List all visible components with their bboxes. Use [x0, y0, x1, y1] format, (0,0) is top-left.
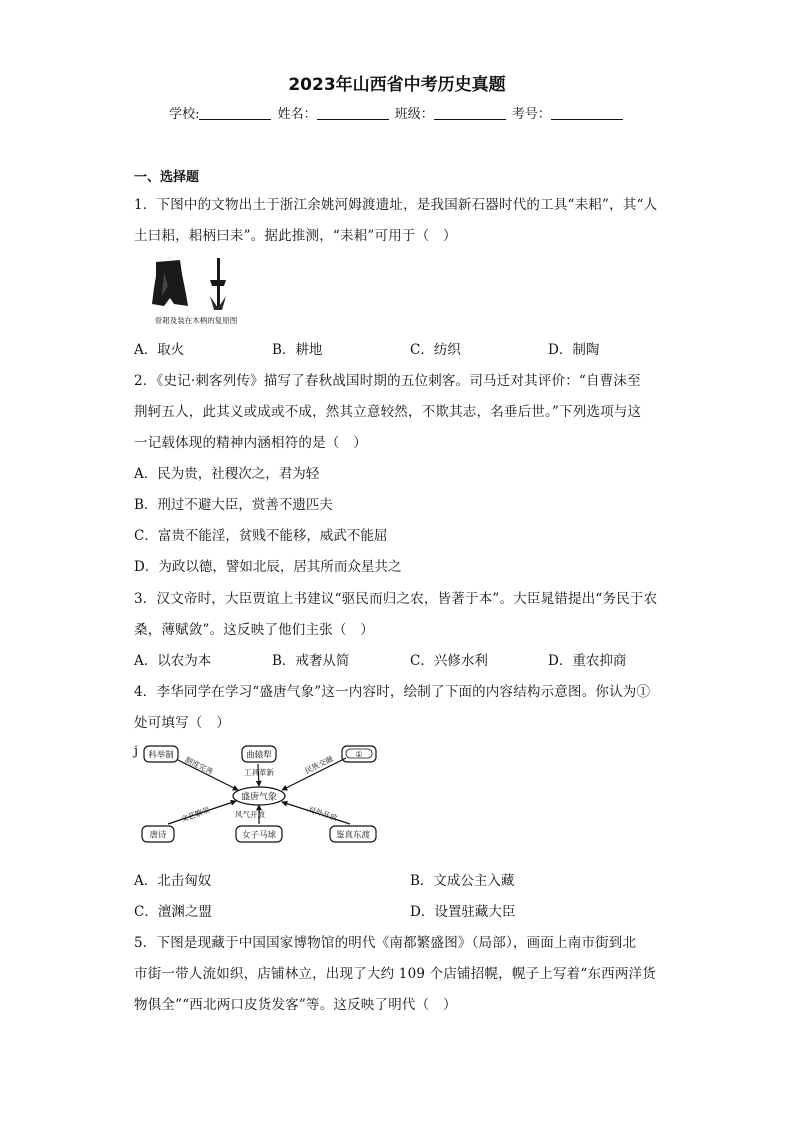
edge-label: 文艺繁荣	[179, 805, 211, 824]
q5-line-3: 物俱全”“西北两口皮货发客”等。这反映了明代（ ）	[134, 997, 457, 1013]
q2-option-d[interactable]: D．为政以德，譬如北辰，居其所而众星共之	[134, 559, 402, 575]
q3-option-c[interactable]: C．兴修水利	[410, 653, 488, 669]
q2-line-3: 一记载体现的精神内涵相符的是（ ）	[134, 435, 367, 451]
edge-label: 民族交融	[303, 754, 335, 776]
class-blank[interactable]	[434, 107, 506, 120]
q1-option-b[interactable]: B．耕地	[272, 342, 323, 358]
q4-option-d[interactable]: D．设置驻藏大臣	[410, 904, 516, 920]
edge-label: 制度完善	[183, 755, 215, 777]
node-label: 科举制	[148, 750, 174, 761]
q4-option-c[interactable]: C．澶渊之盟	[134, 904, 212, 920]
q4-option-a[interactable]: A．北击匈奴	[134, 873, 212, 889]
q5-line-2: 市街一带人流如织，店铺林立，出现了大约 109 个店铺招幌，幌子上写着“东西两洋货	[134, 966, 656, 982]
q5-line-1: 5．下图是现藏于中国国家博物馆的明代《南都繁盛图》（局部），画面上南市街到北	[134, 935, 637, 951]
q3-line-1: 3．汉文帝时，大臣贾谊上书建议“驱民而归之农，皆著于本”。大臣晁错提出“务民于农	[134, 591, 658, 607]
q1-option-c[interactable]: C．纺织	[410, 342, 461, 358]
node-label: 女子马球	[241, 830, 277, 841]
q1-option-a[interactable]: A．取火	[134, 342, 185, 358]
corner-mark: j	[134, 744, 139, 759]
tang-structure-diagram	[132, 742, 384, 850]
q2-line-2: 荆轲五人，此其义或成或不成，然其立意较然，不欺其志，名垂后世。”下列选项与这	[134, 404, 642, 420]
q1-line-2: 土曰耜，耜柄曰耒”。据此推测，“耒耜”可用于（ ）	[134, 228, 457, 244]
name-label: 姓名：	[277, 107, 317, 122]
name-blank[interactable]	[317, 107, 389, 120]
school-blank[interactable]	[199, 107, 271, 120]
q2-option-c[interactable]: C．富贵不能淫，贫贱不能移，威武不能屈	[134, 528, 388, 544]
edge-label: 风气开放	[235, 810, 265, 819]
node-label: 唐诗	[149, 830, 167, 841]
class-label: 班级：	[394, 107, 434, 122]
q4-option-b[interactable]: B．文成公主入藏	[410, 873, 515, 889]
edge-label: 对外开放	[307, 804, 339, 823]
q3-option-d[interactable]: D．重农抑商	[548, 653, 627, 669]
node-label: 鉴真东渡	[335, 830, 371, 841]
q2-option-a[interactable]: A．民为贵，社稷次之，君为轻	[134, 466, 320, 482]
page-title: 2023年山西省中考历史真题	[288, 75, 506, 95]
section-heading: 一、选择题	[134, 170, 200, 185]
blank-node-label: ①	[355, 750, 363, 759]
q2-line-1: 2．《史记·刺客列传》描写了春秋战国时期的五位刺客。司马迁对其评价：“自曹沫至	[134, 373, 641, 389]
bone-spade-image	[152, 260, 188, 306]
q1-line-1: 1．下图中的文物出土于浙江余姚河姆渡遗址，是我国新石器时代的工具“耒耜”，其“人	[134, 197, 658, 213]
edge-label: 工具革新	[244, 768, 274, 777]
figure-caption: 骨耜及装在木柄的复原图	[154, 316, 238, 325]
q4-line-2: 处可填写（ ）	[134, 715, 230, 731]
q3-line-2: 桑，薄赋敛”。这反映了他们主张（ ）	[134, 622, 375, 638]
school-label: 学校:	[169, 107, 200, 122]
q3-option-a[interactable]: A．以农为本	[134, 653, 212, 669]
q3-option-b[interactable]: B．戒奢从简	[272, 653, 350, 669]
exam-number-label: 考号：	[511, 107, 551, 122]
student-info-row	[0, 103, 794, 122]
center-label: 盛唐气象	[240, 792, 278, 803]
node-label: 曲辕犁	[246, 750, 272, 761]
q2-option-b[interactable]: B．刑过不避大臣，赏善不遗匹夫	[134, 497, 333, 513]
exam-number-blank[interactable]	[551, 107, 623, 120]
q1-option-d[interactable]: D．制陶	[548, 342, 600, 358]
bone-plough-figure	[146, 256, 246, 328]
q4-line-1: 4．李华同学在学习“盛唐气象”这一内容时，绘制了下面的内容结构示意图。你认为①	[134, 684, 651, 700]
